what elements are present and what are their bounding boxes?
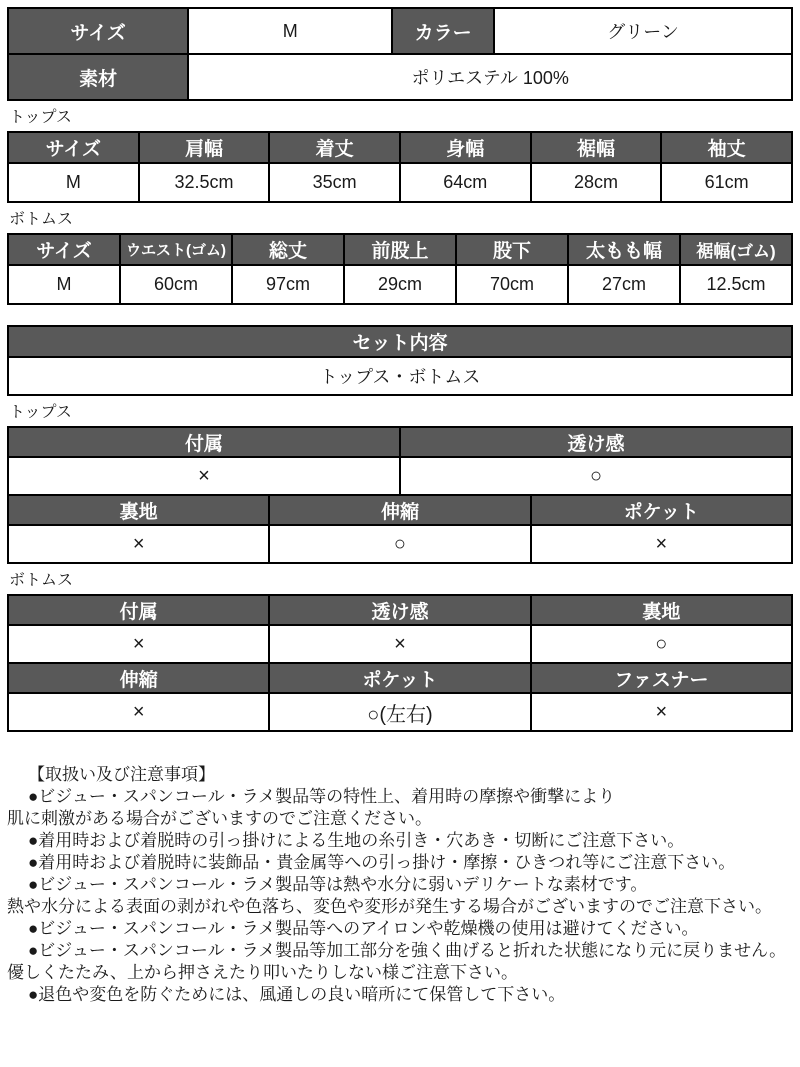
tops-sheerness-value: ○ [400,457,792,495]
bottoms-lining-header: 裏地 [531,595,792,625]
size-header: サイズ [8,8,188,54]
bottoms-inseam-value: 70cm [456,265,568,304]
bottoms-waist-value: 60cm [120,265,232,304]
care-note-line: ●着用時および着脱時の引っ掛けによる生地の糸引き・穴あき・切断にご注意下さい。 [28,831,685,850]
bottoms-section-label: ボトムス [9,211,74,228]
bottoms-features-section-label: ボトムス [9,572,74,589]
bottoms-hem-value: 12.5cm [680,265,792,304]
bottoms-pocket-header: ポケット [269,663,530,693]
care-note-line: 熱や水分による表面の剥がれや色落ち、変色や変形が発生する場合がございますのでご注意下さい。 [7,897,772,916]
bottoms-accessories-header: 付属 [8,595,269,625]
set-contents-value: トップス・ボトムス [8,357,792,395]
bottoms-measurements-table [7,233,793,305]
tops-hem-value: 28cm [531,163,662,202]
bottoms-inseam-header: 股下 [456,234,568,265]
color-header: カラー [392,8,494,54]
material-header: 素材 [8,54,188,100]
tops-size-header: サイズ [8,132,139,163]
tops-shoulder-header: 肩幅 [139,132,270,163]
bottoms-features-table [7,594,793,732]
care-notes [7,764,793,1006]
tops-stretch-value: ○ [269,525,530,563]
tops-features-table [7,426,793,564]
care-note-line: ●退色や変色を防ぐためには、風通しの良い暗所にて保管して下さい。 [28,985,566,1004]
tops-features-section-label: トップス [9,404,72,421]
bottoms-front-rise-header: 前股上 [344,234,456,265]
bottoms-hem-header: 裾幅(ゴム) [680,234,792,265]
bottoms-zipper-value: × [531,693,792,731]
bottoms-total-length-header: 総丈 [232,234,344,265]
bottoms-pocket-value: ○(左右) [269,693,530,731]
care-note-line: ●ビジュー・スパンコール・ラメ製品等は熱や水分に弱いデリケートな素材です。 [28,875,648,894]
tops-sleeve-value: 61cm [661,163,792,202]
tops-width-value: 64cm [400,163,531,202]
care-note-line: ●ビジュー・スパンコール・ラメ製品等へのアイロンや乾燥機の使用は避けてください。 [28,919,699,938]
bottoms-size-header: サイズ [8,234,120,265]
bottoms-stretch-header: 伸縮 [8,663,269,693]
bottoms-sheerness-header: 透け感 [269,595,530,625]
bottoms-stretch-value: × [8,693,269,731]
tops-accessories-header: 付属 [8,427,400,457]
tops-length-header: 着丈 [269,132,400,163]
material-value: ポリエステル 100% [188,54,792,100]
set-contents-table [7,325,793,396]
size-color-material-table [7,7,793,101]
tops-sheerness-header: 透け感 [400,427,792,457]
bottoms-total-length-value: 97cm [232,265,344,304]
bottoms-thigh-value: 27cm [568,265,680,304]
bottoms-waist-header: ウエスト(ゴム) [120,234,232,265]
tops-lining-header: 裏地 [8,495,269,525]
care-notes-title: 【取扱い及び注意事項】 [28,765,215,784]
tops-accessories-value: × [8,457,400,495]
tops-pocket-value: × [531,525,792,563]
tops-measurements-table [7,131,793,203]
bottoms-thigh-header: 太もも幅 [568,234,680,265]
care-note-line: ●着用時および着脱時に装飾品・貴金属等への引っ掛け・摩擦・ひきつれ等にご注意下さい。 [28,853,736,872]
tops-length-value: 35cm [269,163,400,202]
color-value: グリーン [494,8,792,54]
tops-pocket-header: ポケット [531,495,792,525]
care-note-line: 優しくたたみ、上から押さえたり叩いたりしない様ご注意下さい。 [7,963,519,982]
care-note-line: ●ビジュー・スパンコール・ラメ製品等の特性上、着用時の摩擦や衝撃により [28,787,616,806]
size-value: M [188,8,392,54]
bottoms-sheerness-value: × [269,625,530,663]
care-note-line: 肌に刺激がある場合がございますのでご注意ください。 [7,809,432,828]
tops-stretch-header: 伸縮 [269,495,530,525]
bottoms-front-rise-value: 29cm [344,265,456,304]
bottoms-lining-value: ○ [531,625,792,663]
tops-width-header: 身幅 [400,132,531,163]
tops-lining-value: × [8,525,269,563]
tops-shoulder-value: 32.5cm [139,163,270,202]
bottoms-accessories-value: × [8,625,269,663]
tops-sleeve-header: 袖丈 [661,132,792,163]
bottoms-size-value: M [8,265,120,304]
tops-hem-header: 裾幅 [531,132,662,163]
tops-section-label: トップス [9,109,72,126]
care-note-line: ●ビジュー・スパンコール・ラメ製品等加工部分を強く曲げると折れた状態になり元に戻りません。 [28,941,787,960]
set-contents-header: セット内容 [8,326,792,357]
tops-size-value: M [8,163,139,202]
bottoms-zipper-header: ファスナー [531,663,792,693]
